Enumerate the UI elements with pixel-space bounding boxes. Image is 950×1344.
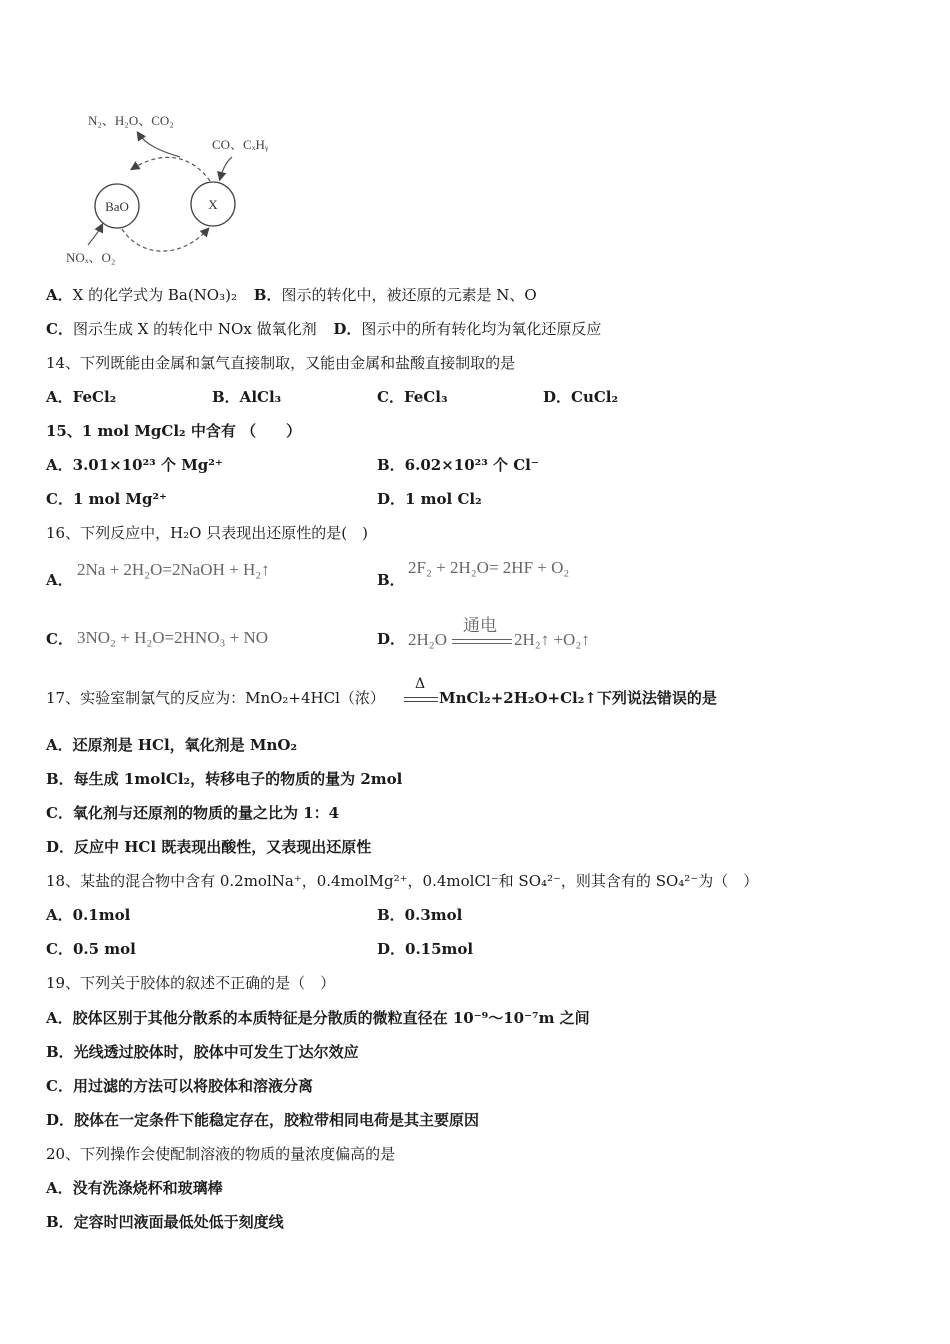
q19-option-d: D．胶体在一定条件下能稳定存在，胶粒带相同电荷是其主要原因 (46, 1111, 480, 1129)
q17-option-d: D．反应中 HCl 既表现出酸性，又表现出还原性 (46, 838, 372, 856)
q16-d-condition: 通电 (463, 616, 497, 635)
q17-double-line (404, 697, 438, 702)
q18-option-c: C．0.5 mol (46, 940, 136, 958)
diagram-right-reactants: CO、CₓHᵧ (212, 137, 269, 152)
diagram-left-circle-label: BaO (105, 199, 129, 214)
q13-c-text: 图示生成 X 的转化中 NOx 做氧化剂 (72, 320, 317, 338)
q13-option-ab (46, 285, 537, 305)
q14-option-b: B．AlCl₃ (212, 388, 282, 406)
diagram-right-circle-label: X (208, 197, 218, 212)
q16-stem: 16、下列反应中，H₂O 只表现出还原性的是( ) (46, 524, 368, 542)
q16-d-equation-left: 2H₂O (408, 630, 447, 649)
top-products-arrow (138, 133, 180, 157)
q16-c-equation: 3NO₂ + H₂O=2HNO₃ + NO (77, 628, 269, 647)
q15-option-a: A．3.01×10²³ 个 Mg²⁺ (46, 456, 223, 474)
q19-option-a: A．胶体区别于其他分散系的本质特征是分散质的微粒直径在 10⁻⁹～10⁻⁷m 之间 (46, 1009, 590, 1027)
q16-a-label: A． (46, 571, 73, 589)
q13-b-text: 图示的转化中，被还原的元素是 N、O (281, 286, 537, 304)
q15-option-d: D．1 mol Cl₂ (377, 490, 482, 508)
q17-condition: Δ (415, 676, 426, 692)
q14-stem: 14、下列既能由金属和氯气直接制取，又能由金属和盐酸直接制取的是 (46, 354, 516, 372)
q13-d-label: D． (333, 320, 362, 338)
q17-stem-right: MnCl₂+2H₂O+Cl₂↑下列说法错误的是 (439, 689, 717, 707)
q13-d-text: 图示中的所有转化均为氧化还原反应 (361, 320, 602, 338)
q14-option-c: C．FeCl₃ (377, 388, 448, 406)
q14-option-d: D．CuCl₂ (543, 388, 619, 406)
q16-d-double-line (452, 639, 512, 644)
q14-option-a: A．FeCl₂ (46, 388, 117, 406)
q13-option-cd (46, 319, 601, 339)
q16-c-label: C． (46, 630, 73, 648)
q17-option-b: B．每生成 1molCl₂，转移电子的物质的量为 2mol (46, 770, 403, 788)
q15-option-c: C．1 mol Mg²⁺ (46, 490, 167, 508)
q20-option-b: B．定容时凹液面最低处低于刻度线 (46, 1213, 284, 1231)
q20-option-a: A．没有洗涤烧杯和玻璃棒 (46, 1179, 223, 1197)
q16-d-equation-right: 2H₂↑ +O₂↑ (514, 630, 590, 649)
q18-option-d: D．0.15mol (377, 940, 474, 958)
q16-d-label: D． (377, 630, 406, 648)
right-reactants-arrow (220, 157, 232, 179)
q15-stem: 15、1 mol MgCl₂ 中含有 （ ） (46, 422, 302, 440)
q19-stem: 19、下列关于胶体的叙述不正确的是（ ） (46, 974, 336, 992)
q13-c-label: C． (46, 320, 73, 338)
q18-option-b: B．0.3mol (377, 906, 463, 924)
q16-b-equation: 2F₂ + 2H₂O= 2HF + O₂ (408, 558, 570, 577)
q16-b-label: B． (377, 571, 405, 589)
q13-b-label: B． (253, 286, 282, 304)
q19-option-c: C．用过滤的方法可以将胶体和溶液分离 (46, 1077, 313, 1095)
q15-option-b: B．6.02×10²³ 个 Cl⁻ (377, 456, 539, 474)
q13-a-label: A． (46, 286, 73, 304)
q13-a-text: X 的化学式为 Ba(NO₃)₂ (72, 286, 237, 304)
q17-option-a: A．还原剂是 HCl，氧化剂是 MnO₂ (46, 736, 298, 754)
lower-dashed-arrow (122, 229, 208, 251)
upper-dashed-arrow (132, 157, 210, 181)
bottom-reactants-arrow (88, 225, 102, 245)
q18-stem: 18、某盐的混合物中含有 0.2molNa⁺，0.4molMg²⁺，0.4molCl⁻和 SO₄²⁻，则其含有的 SO₄²⁻为（ ） (46, 872, 759, 890)
q16-a-equation: 2Na + 2H₂O=2NaOH + H₂↑ (77, 560, 270, 579)
diagram-top-products: N₂、H₂O、CO₂ (88, 113, 174, 128)
reaction-cycle-diagram (60, 105, 300, 275)
q20-stem: 20、下列操作会使配制溶液的物质的量浓度偏高的是 (46, 1145, 396, 1163)
q17-stem-left: 17、实验室制氯气的反应为：MnO₂+4HCl（浓） (46, 689, 385, 707)
q17-option-c: C．氧化剂与还原剂的物质的量之比为 1：4 (46, 804, 340, 822)
diagram-bottom-reactants: NOₓ、O₂ (66, 250, 116, 265)
q19-option-b: B．光线透过胶体时，胶体中可发生丁达尔效应 (46, 1043, 359, 1061)
q18-option-a: A．0.1mol (46, 906, 131, 924)
